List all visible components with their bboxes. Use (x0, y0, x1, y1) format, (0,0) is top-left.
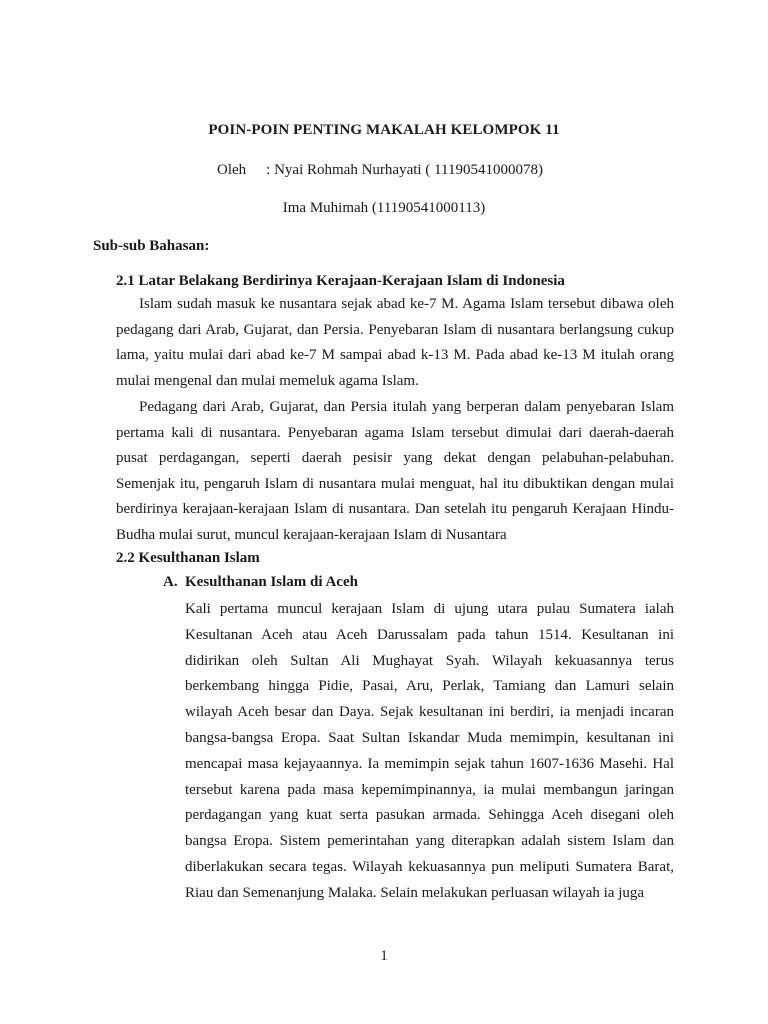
document-title: POIN-POIN PENTING MAKALAH KELOMPOK 11 (208, 122, 560, 138)
paragraph-2: Pedagang dari Arab, Gujarat, dan Persia itulah yang berperan dalam penyebaran Islam pertama kali di nusantara. Penyebaran agama Islam tersebut dimulai dari daerah-daerah pusat perdagangan, seperti daerah pesisir yang dekat dengan pelabuhan-pelabuhan. Semenjak itu, pengaruh Islam di nusantara mulai menguat, hal itu dibuktikan dengan mulai berdirinya kerajaan-kerajaan Islam di nusantara. Dan setelah itu pengaruh Kerajaan Hindu- Budha mulai surut, muncul kerajaan-kerajaan Islam di Nusantara (116, 399, 674, 543)
author-separator: : (266, 162, 275, 178)
author-label: Oleh (217, 162, 247, 178)
paragraph-3: Kali pertama muncul kerajaan Islam di ujung utara pulau Sumatera ialah Kesultanan Aceh atau Aceh Darussalam pada tahun 1514. Kesultanan ini didirikan oleh Sultan Ali Mughayat Syah. Wilayah kekuasannya terus berkembang hingga Pidie, Pasai, Aru, Perlak, Tamiang dan Lamuri selain wilayah Aceh besar dan Daya. Sejak kesultanan ini berdiri, ia menjadi incaran bangsa-bangsa Eropa. Saat Sultan Iskandar Muda memimpin, kesultanan ini mencapai masa kejayaannya. Ia memimpin sejak tahun 1607-1636 Masehi. Hal tersebut karena pada masa kepemimpinannya, ia mulai membangun jaringan perdagangan yang kuat serta pasukan armada. Sehingga Aceh disegani oleh bangsa Eropa. Sistem pemerintahan yang diterapkan adalah sistem Islam dan diberlakukan secara tegas. Wilayah kekuasannya pun meliputi Sumatera Barat, Riau dan Semenanjung Malaka. Selain melakukan perluasan wilayah ia juga (185, 601, 674, 901)
section-heading-2-1: 2.1 Latar Belakang Berdirinya Kerajaan-Kerajaan Islam di Indonesia (116, 273, 565, 289)
subsection-heading-a (163, 574, 358, 591)
subsection-label: A. (163, 574, 178, 590)
author-name-1: Nyai Rohmah Nurhayati ( 11190541000078) (274, 162, 543, 178)
subsection-title: Kesulthanan Islam di Aceh (185, 574, 358, 590)
author-name-2: Ima Muhimah (11190541000113) (282, 200, 486, 216)
section-heading-2-2: 2.2 Kesulthanan Islam (116, 550, 260, 566)
paragraph-1: Islam sudah masuk ke nusantara sejak abad ke-7 M. Agama Islam tersebut dibawa oleh pedagang dari Arab, Gujarat, dan Persia. Penyebaran Islam di nusantara berlangsung cukup lama, yaitu mulai dari abad ke-7 M sampai abad k-13 M. Pada abad ke-13 M itulah orang mulai mengenal dan mulai memeluk agama Islam. (116, 296, 674, 389)
author-line-1 (217, 162, 543, 179)
subheading: Sub-sub Bahasan: (93, 238, 210, 254)
page-number: 1 (380, 948, 388, 964)
